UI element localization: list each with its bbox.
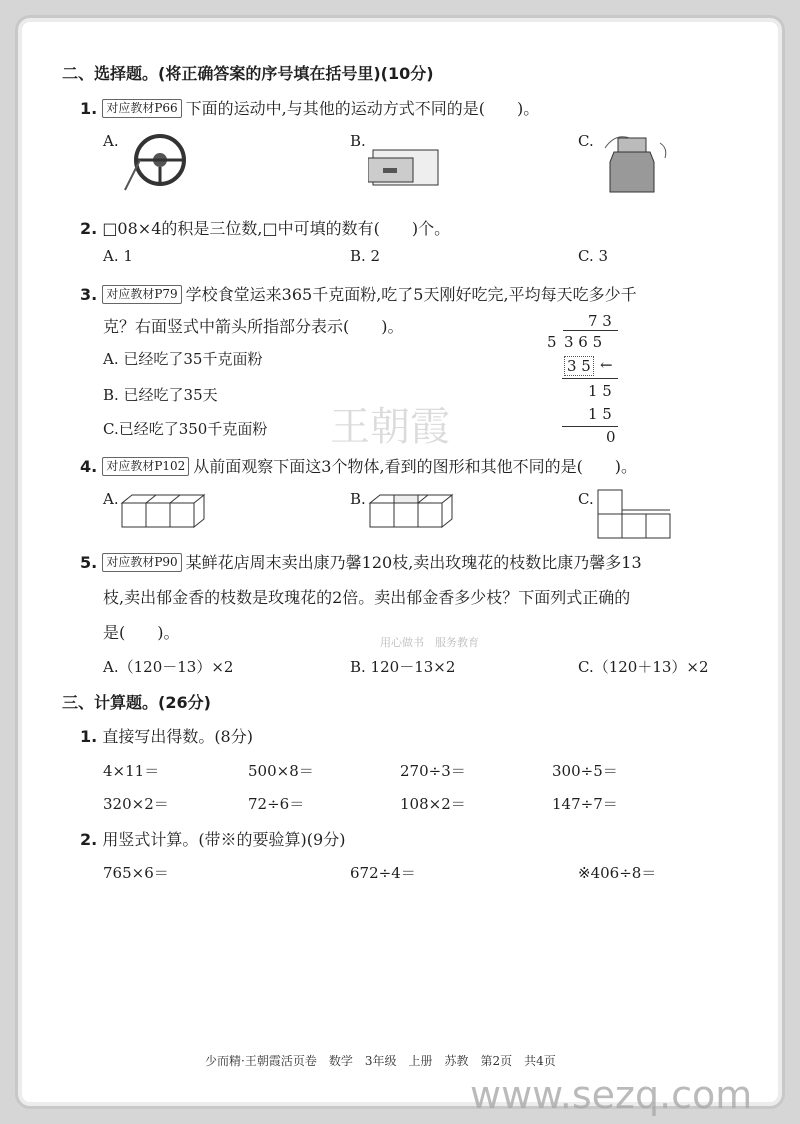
step: 1 5 (588, 405, 612, 423)
section-heading: 二、选择题。(将正确答案的序号填在括号里)(10分) (62, 64, 434, 83)
rule (562, 378, 618, 379)
option-b: B. (350, 132, 366, 150)
question-number: 1. (80, 99, 98, 118)
calc-item: ※406÷8＝ (578, 864, 657, 882)
divisor: 5 (547, 333, 557, 351)
arrow-icon: ← (600, 356, 613, 374)
section-heading: 三、计算题。(26分) (62, 693, 211, 712)
option-c: C.已经吃了350千克面粉 (103, 420, 268, 438)
division-bar (563, 330, 618, 331)
option-c: C. (578, 490, 594, 508)
quotient: 7 3 (588, 312, 612, 330)
question-number: 2. (80, 219, 98, 238)
calc-item: 108×2＝ (400, 795, 466, 813)
rule (562, 426, 618, 427)
calc-item: 320×2＝ (103, 795, 169, 813)
textbook-tag: 对应教材P66 (102, 99, 181, 118)
option-b: B. 2 (350, 247, 381, 265)
question-text: 下面的运动中,与其他的运动方式不同的是( )。 (185, 99, 540, 118)
option-a: A. (103, 132, 119, 150)
page-footer: 少而精·王朝霞活页卷 数学 3年级 上册 苏教 第2页 共4页 (205, 1054, 556, 1068)
option-a: A. 1 (103, 247, 133, 265)
question-text: 枝,卖出郁金香的枝数是玫瑰花的2倍。卖出郁金香多少枝？下面列式正确的 (103, 588, 631, 607)
cubes-b-icon (368, 485, 458, 530)
option-b: B. 已经吃了35天 (103, 386, 218, 404)
question-text: 克？右面竖式中箭头所指部分表示( )。 (103, 317, 404, 336)
option-c: C. 3 (578, 247, 609, 265)
highlighted-step: 3 5 (564, 356, 594, 376)
textbook-tag: 对应教材P102 (102, 457, 189, 476)
question-text: □08×4的积是三位数,□中可填的数有( )个。 (102, 219, 451, 238)
calc-item: 4×11＝ (103, 762, 160, 780)
question-text: 是( )。 (103, 623, 180, 642)
question-number: 5. (80, 553, 98, 572)
calc-item: 500×8＝ (248, 762, 314, 780)
option-c: C.（120＋13）×2 (578, 658, 709, 676)
calc-item: 672÷4＝ (350, 864, 416, 882)
option-b: B. (350, 490, 366, 508)
option-a: A.（120－13）×2 (103, 658, 234, 676)
cubes-a-icon (120, 485, 210, 530)
dividend: 3 6 5 (564, 333, 603, 351)
cubes-c-icon (596, 488, 676, 543)
question-text: 某鲜花店周末卖出康乃馨120枝,卖出玫瑰花的枝数比康乃馨多13 (185, 553, 642, 572)
drawer-icon (368, 140, 443, 190)
question-text: 从前面观察下面这3个物体,看到的图形和其他不同的是( )。 (193, 457, 638, 476)
option-b: B. 120－13×2 (350, 658, 456, 676)
bottle-cap-icon (600, 128, 670, 198)
watermark-brand: 王朝霞 (330, 404, 450, 450)
option-c: C. (578, 132, 594, 150)
steering-wheel-icon (120, 130, 195, 195)
question-text: 学校食堂运来365千克面粉,吃了5天刚好吃完,平均每天吃多少千 (185, 285, 637, 304)
calc-item: 147÷7＝ (552, 795, 618, 813)
remainder: 0 (606, 428, 616, 446)
question-number: 3. (80, 285, 98, 304)
question-text: 用竖式计算。(带※的要验算)(9分) (102, 830, 346, 849)
site-watermark: www.sezq.com (470, 1073, 753, 1117)
calc-item: 270÷3＝ (400, 762, 466, 780)
question-number: 2. (80, 830, 98, 849)
calc-item: 300÷5＝ (552, 762, 618, 780)
step: 1 5 (588, 382, 612, 400)
option-a: A. 已经吃了35千克面粉 (103, 350, 263, 368)
option-a: A. (103, 490, 119, 508)
calc-item: 72÷6＝ (248, 795, 305, 813)
textbook-tag: 对应教材P90 (102, 553, 181, 572)
textbook-tag: 对应教材P79 (102, 285, 181, 304)
question-number: 4. (80, 457, 98, 476)
question-number: 1. (80, 727, 98, 746)
watermark-slogan: 用心做书 服务教育 (380, 636, 479, 649)
question-text: 直接写出得数。(8分) (102, 727, 253, 746)
calc-item: 765×6＝ (103, 864, 169, 882)
